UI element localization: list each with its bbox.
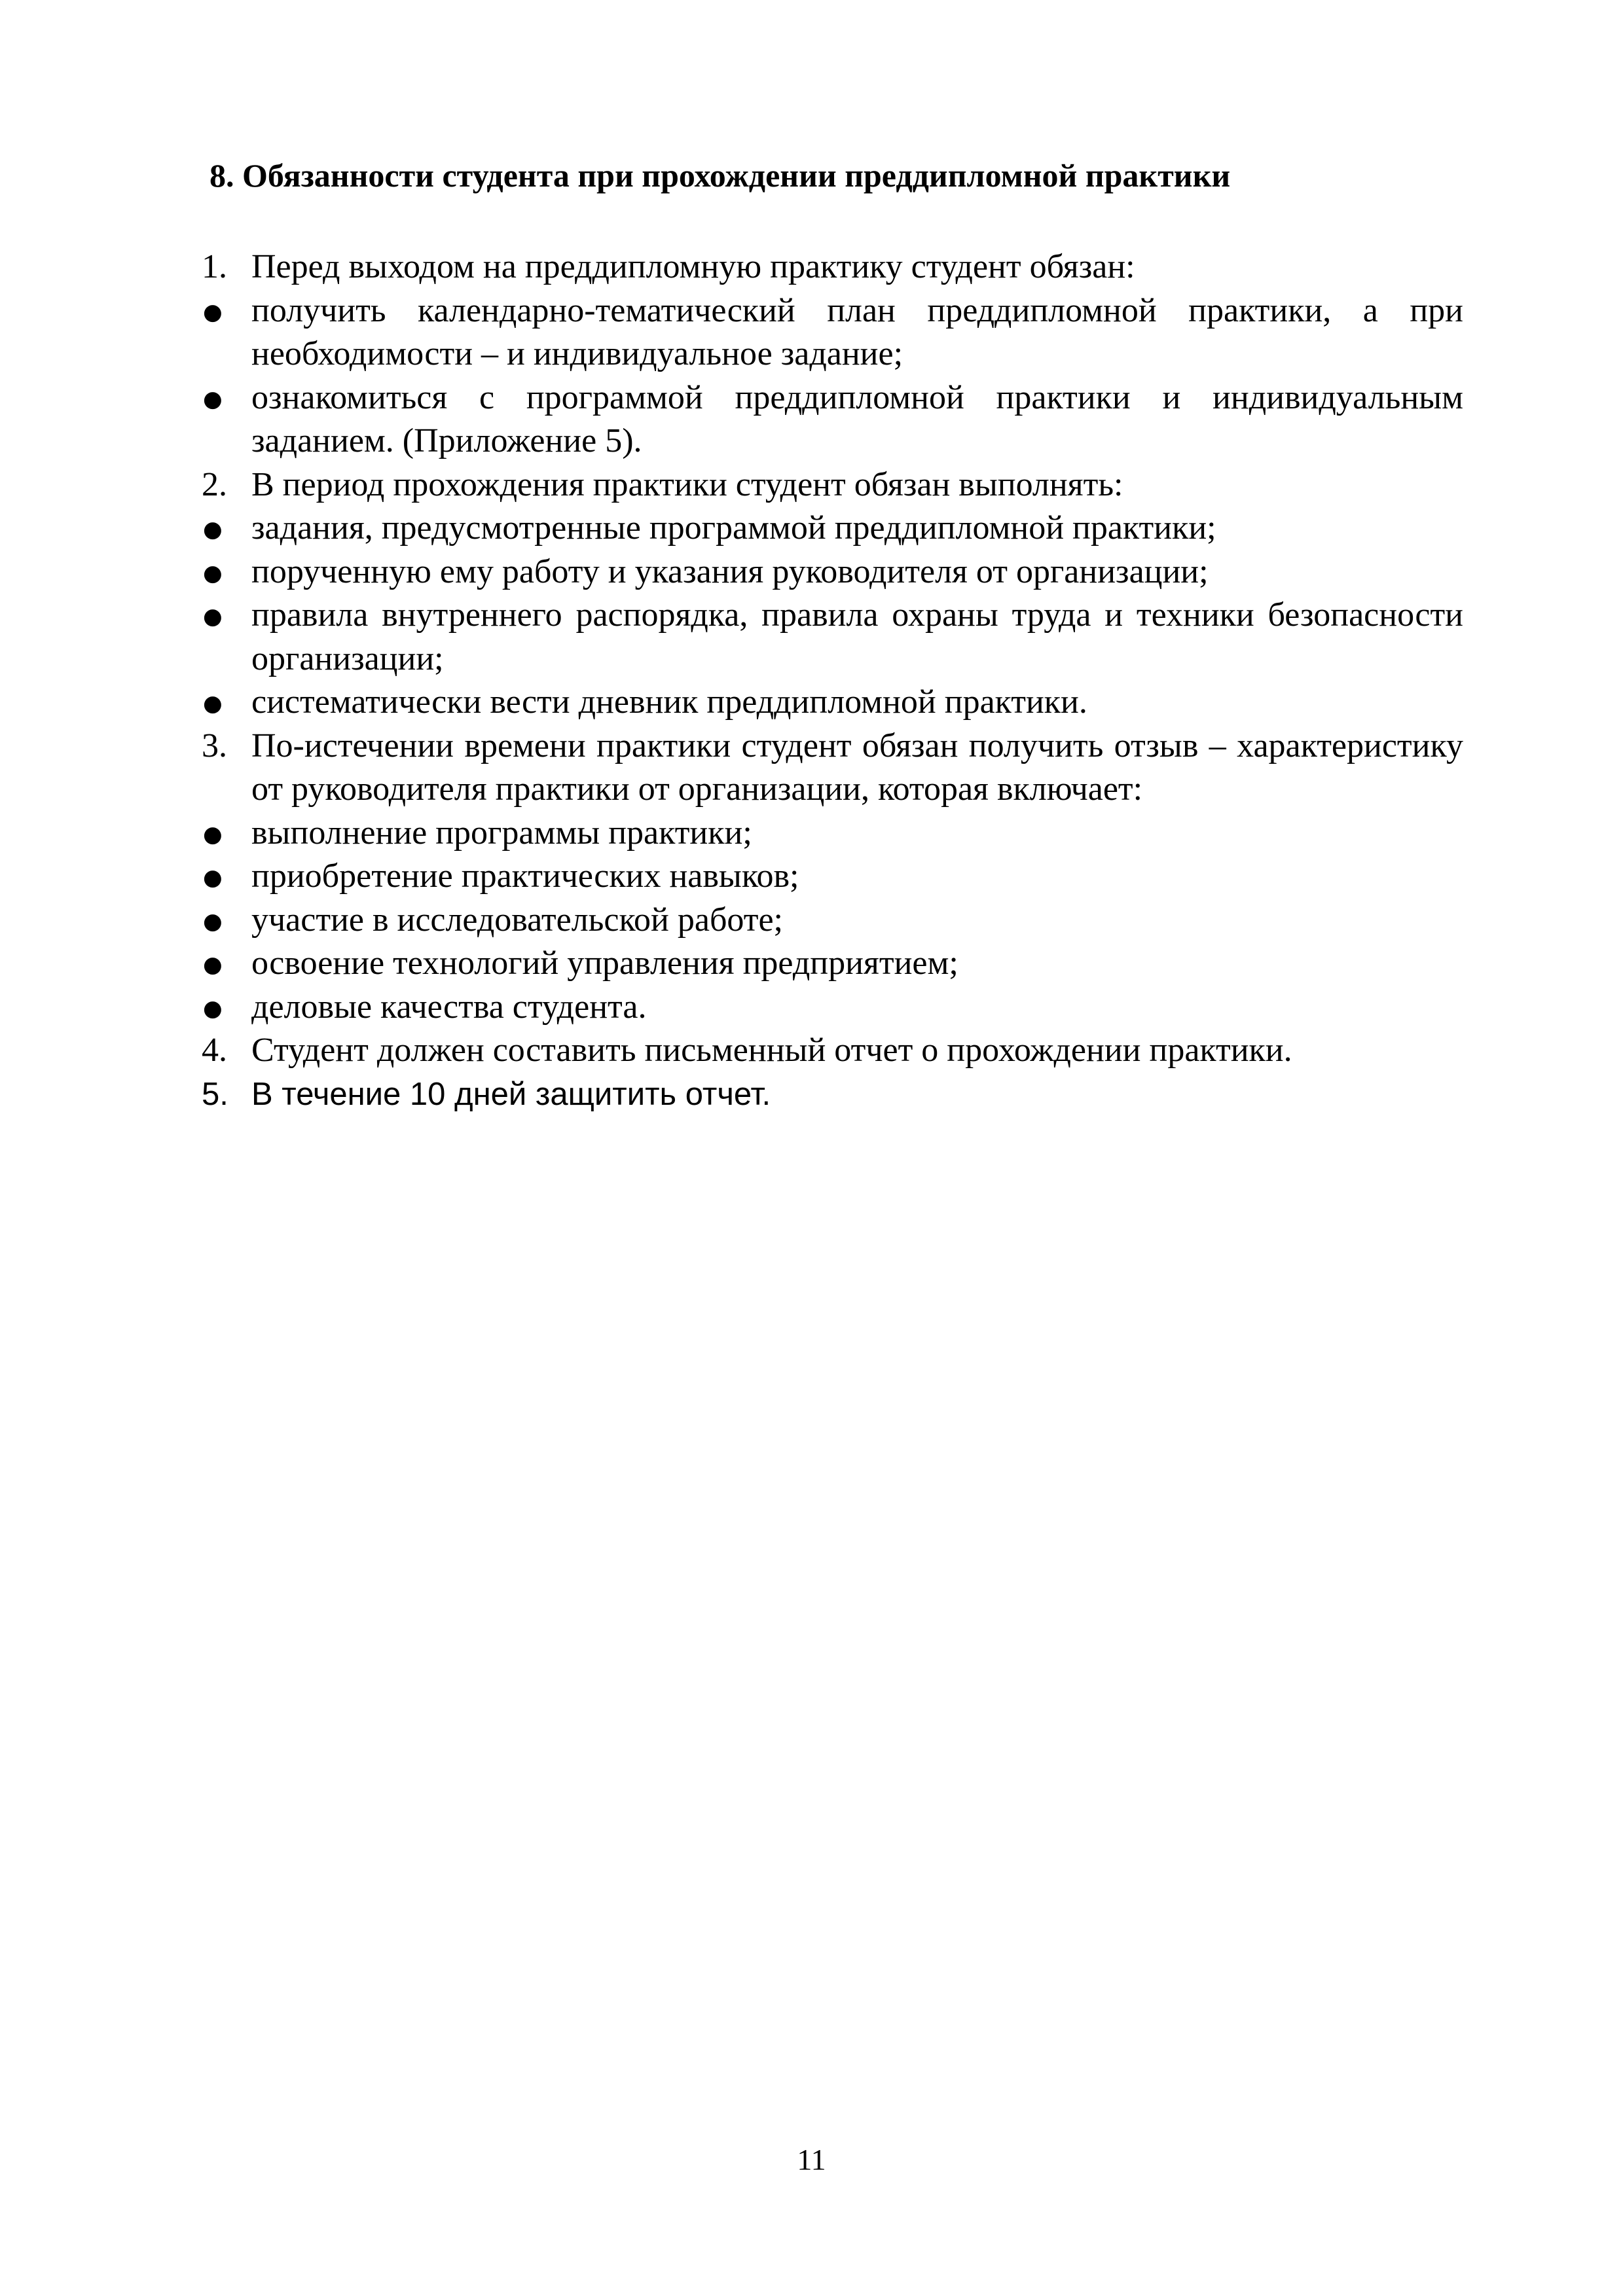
bullet-icon: ● bbox=[203, 821, 223, 848]
list-number: 2. bbox=[202, 465, 227, 503]
list-item-5 bbox=[196, 1073, 1463, 1117]
bullet-item-text: правила внутреннего распорядка, правила охраны труда и техники безопасности организации; bbox=[251, 596, 1463, 677]
bullet-icon: ● bbox=[203, 603, 223, 630]
bullet-item-text: систематически вести дневник преддипломной практики. bbox=[251, 683, 1087, 721]
duties-list bbox=[196, 245, 1463, 1116]
page-number: 11 bbox=[797, 2143, 826, 2176]
bullet-icon: ● bbox=[203, 865, 223, 891]
list-item-3 bbox=[196, 725, 1463, 812]
list-item-2 bbox=[196, 463, 1463, 507]
list-number: 5. bbox=[202, 1076, 228, 1112]
list-item-text: По-истечении времени практики студент обязан получить отзыв – характеристику от руководителя практики от организации, которая включает: bbox=[251, 726, 1463, 808]
list-number: 4. bbox=[202, 1031, 227, 1069]
list-item-4 bbox=[196, 1029, 1463, 1073]
list-item-text: Перед выходом на преддипломную практику студент обязан: bbox=[251, 248, 1135, 285]
list-item-text: В течение 10 дней защитить отчет. bbox=[251, 1076, 771, 1112]
bullet-item-text: задания, предусмотренные программой преддипломной практики; bbox=[251, 509, 1216, 547]
bullet-item bbox=[196, 986, 1463, 1030]
list-item-text: Студент должен составить письменный отчет о прохождении практики. bbox=[251, 1031, 1292, 1069]
bullet-item bbox=[196, 855, 1463, 899]
bullet-item bbox=[196, 594, 1463, 681]
bullet-item bbox=[196, 942, 1463, 986]
bullet-item bbox=[196, 507, 1463, 550]
bullet-item bbox=[196, 376, 1463, 463]
section-heading: 8. Обязанности студента при прохождении преддипломной практики bbox=[210, 157, 1231, 194]
list-item-text: В период прохождения практики студент обязан выполнять: bbox=[251, 465, 1123, 503]
bullet-item bbox=[196, 550, 1463, 594]
list-number: 1. bbox=[202, 248, 227, 285]
bullet-item bbox=[196, 681, 1463, 725]
bullet-item-text: получить календарно-тематический план преддипломной практики, а при необходимости – и индивидуальное задание; bbox=[251, 291, 1463, 372]
bullet-item-text: выполнение программы практики; bbox=[251, 814, 752, 852]
bullet-item-text: деловые качества студента. bbox=[251, 988, 647, 1026]
bullet-icon: ● bbox=[203, 386, 223, 412]
bullet-icon: ● bbox=[203, 298, 223, 325]
bullet-icon: ● bbox=[203, 908, 223, 935]
bullet-item-text: ознакомиться с программой преддипломной практики и индивидуальным заданием. (Приложение 5). bbox=[251, 378, 1463, 459]
bullet-icon: ● bbox=[203, 560, 223, 586]
bullet-item bbox=[196, 812, 1463, 855]
bullet-item-text: приобретение практических навыков; bbox=[251, 857, 799, 895]
bullet-icon: ● bbox=[203, 952, 223, 978]
list-number: 3. bbox=[202, 726, 227, 764]
bullet-item-text: участие в исследовательской работе; bbox=[251, 901, 783, 939]
list-item-1 bbox=[196, 245, 1463, 289]
bullet-icon: ● bbox=[203, 516, 223, 543]
bullet-item-text: порученную ему работу и указания руководителя от организации; bbox=[251, 552, 1209, 590]
bullet-item bbox=[196, 899, 1463, 942]
bullet-icon: ● bbox=[203, 691, 223, 717]
bullet-icon: ● bbox=[203, 995, 223, 1022]
bullet-item bbox=[196, 289, 1463, 376]
bullet-item-text: освоение технологий управления предприятием; bbox=[251, 944, 958, 982]
